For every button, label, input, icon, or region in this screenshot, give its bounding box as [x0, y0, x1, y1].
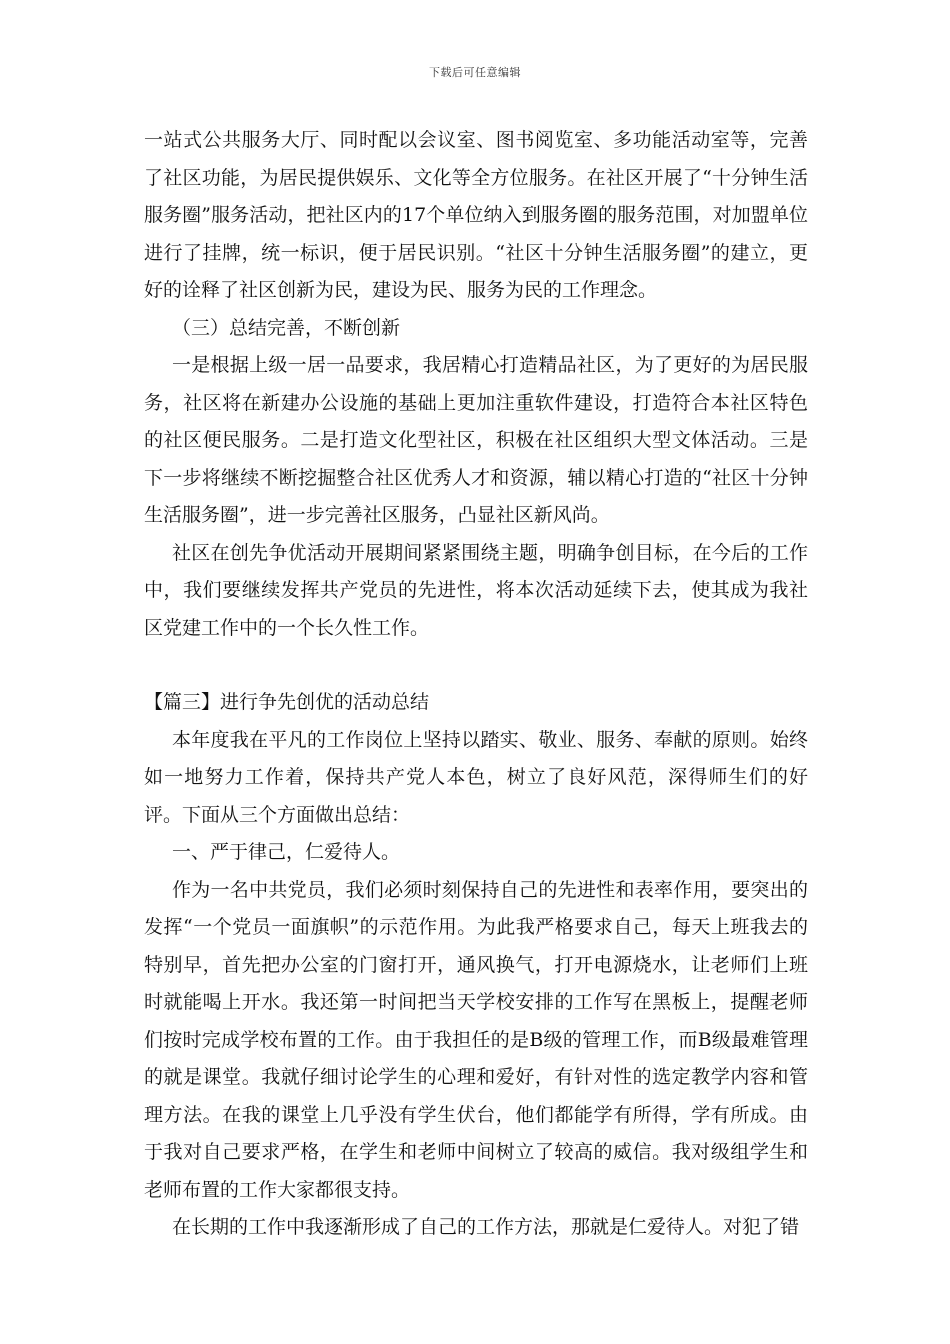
document-body	[144, 122, 808, 1247]
paragraph-intro: 本年度我在平凡的工作岗位上坚持以踏实、敬业、服务、奉献的原则。始终如一地努力工作着，保持共产党人本色，树立了良好风范，深得师生们的好评。下面从三个方面做出总结：	[144, 728, 808, 826]
section-gap	[144, 647, 808, 684]
page-header-note: 下载后可任意编辑	[429, 66, 521, 79]
subheading-discipline: 一、严于律己，仁爱待人。	[172, 841, 401, 863]
paragraph-party-member-role: 作为一名中共党员，我们必须时刻保持自己的先进性和表率作用，要突出的发挥“一个党员一面旗帜”的示范作用。为此我严格要求自己，每天上班我去的特别早，首先把办公室的门窗打开，通风换气，打开电源烧水，让老师们上班时就能喝上开水。我还第一时间把当天学校安排的工作写在黑板上，提醒老师们按时完成学校布置的工作。由于我担任的是B级的管理工作，而B级最难管理的就是课堂。我就仔细讨论学生的心理和爱好，有针对性的选定教学内容和管理方法。在我的课堂上几乎没有学生伏台，他们都能学有所得，学有所成。由于我对自己要求严格，在学生和老师中间树立了较高的威信。我对级组学生和老师布置的工作大家都很支持。	[144, 878, 808, 1201]
paragraph-future-plans: 一是根据上级一居一品要求，我居精心打造精品社区，为了更好的为居民服务，社区将在新建办公设施的基础上更加注重软件建设，打造符合本社区特色的社区便民服务。二是打造文化型社区，积极在社区组织大型文体活动。三是下一步将继续不断挖掘整合社区优秀人才和资源，辅以精心打造的“社区十分钟生活服务圈”，进一步完善社区服务，凸显社区新风尚。	[144, 354, 808, 526]
section-heading-summary: （三）总结完善，不断创新	[172, 316, 401, 339]
paragraph-work-method: 在长期的工作中我逐渐形成了自己的工作方法，那就是仁爱待人。对犯了错	[172, 1216, 800, 1238]
paragraph-conclusion: 社区在创先争优活动开展期间紧紧围绕主题，明确争创目标，在今后的工作中，我们要继续发挥共产党员的先进性，将本次活动延续下去，使其成为我社区党建工作中的一个长久性工作。	[144, 541, 808, 639]
article-title-part-three: 【篇三】进行争先创优的活动总结	[144, 691, 430, 713]
paragraph-community-services: 一站式公共服务大厅、同时配以会议室、图书阅览室、多功能活动室等，完善了社区功能，为居民提供娱乐、文化等全方位服务。在社区开展了“十分钟生活服务圈”服务活动，把社区内的17个单位纳入到服务圈的服务范围，对加盟单位进行了挂牌，统一标识，便于居民识别。“社区十分钟生活服务圈”的建立，更好的诠释了社区创新为民，建设为民、服务为民的工作理念。	[144, 129, 808, 301]
